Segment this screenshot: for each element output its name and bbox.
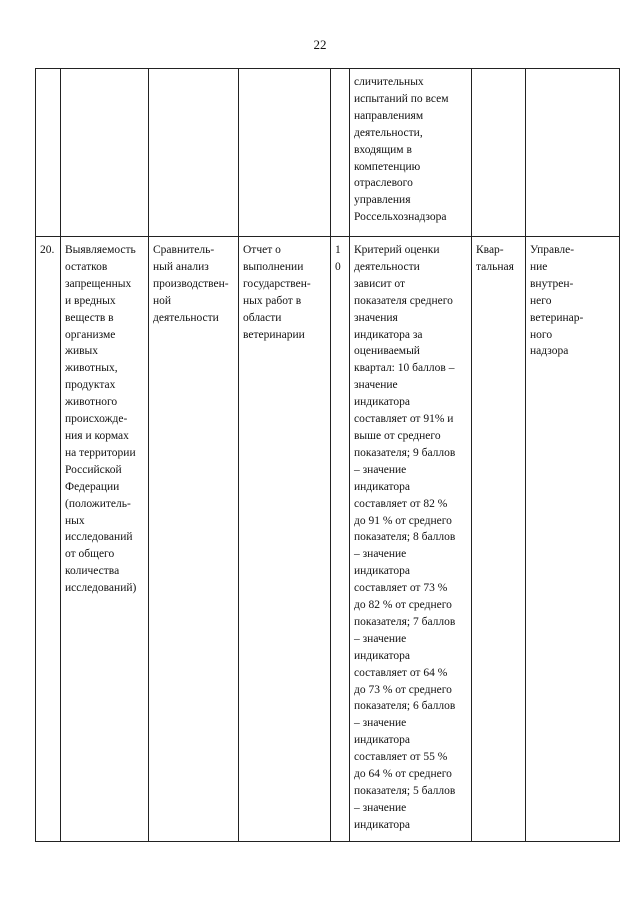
table-cell xyxy=(472,69,526,237)
table-cell xyxy=(526,69,620,237)
criteria-table xyxy=(35,68,620,842)
table-cell-responsible xyxy=(526,237,620,842)
table-cell-criterion-continuation xyxy=(350,69,472,237)
table-cell-points xyxy=(331,237,350,842)
table-cell-period xyxy=(472,237,526,842)
table-cell-criterion xyxy=(350,237,472,842)
criterion-text: Критерий оценки деятельности зависит от показателя среднего значения индикатора за оцениваемый квартал: 10 баллов – значение индикатора составляет от 91% и выше от среднего показателя; 9 баллов – значение индикатора составляет от 82 % до 91 % от среднего показателя; 8 баллов – значение индикатора составляет от 73 % до 82 % от среднего показателя; 7 баллов – значение индикатора составляет от 64 % до 73 % от среднего показателя; 6 баллов – значение индикатора составляет от 55 % до 64 % от среднего показателя; 5 баллов – значение индикатора xyxy=(354,244,456,831)
table-cell-indicator xyxy=(61,237,149,842)
table-cell xyxy=(331,69,350,237)
indicator-text: Выявляемость остатков запрещенных и вредных веществ в организме живых животных, продуктах животного происхожде- ния и кормах на территории Российской Федерации (положитель- ных исследований от общего количества исследований) xyxy=(65,244,137,595)
table-cell-method xyxy=(149,237,239,842)
table-cell xyxy=(36,69,61,237)
source-text: Отчет о выполнении государствен- ных работ в области ветеринарии xyxy=(243,244,311,341)
table-cell-source xyxy=(239,237,331,842)
period-text: Квар- тальная xyxy=(476,244,514,273)
table-row-continuation xyxy=(36,69,620,237)
table-cell xyxy=(61,69,149,237)
row-number: 20. xyxy=(40,244,55,256)
responsible-text: Управле- ние внутрен- него ветеринар- ного надзора xyxy=(530,244,584,358)
page-number: 22 xyxy=(313,37,327,52)
method-text: Сравнитель- ный анализ производствен- ной деятельности xyxy=(153,244,229,324)
points-text: 10 xyxy=(335,244,341,273)
table-cell-number xyxy=(36,237,61,842)
criterion-continuation-text: сличительных испытаний по всем направлениям деятельности, входящим в компетенцию отраслевого управления Россельхознадзора xyxy=(354,76,449,224)
table-cell xyxy=(149,69,239,237)
table-cell xyxy=(239,69,331,237)
table-row-20 xyxy=(36,237,620,842)
